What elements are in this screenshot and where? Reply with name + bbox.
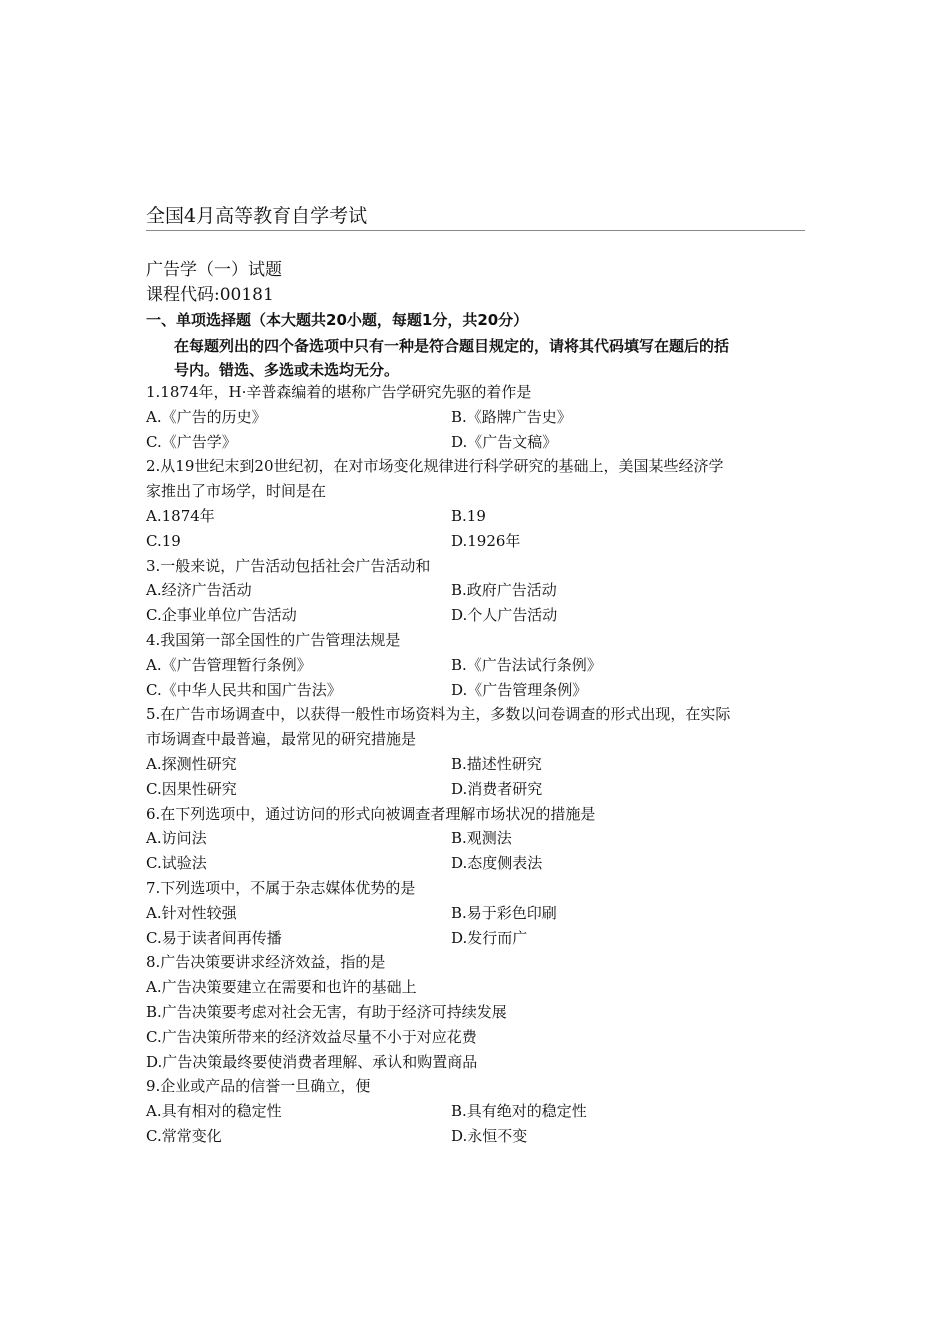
question-stem: 5.在广告市场调查中，以获得一般性市场资料为主，多数以问卷调查的形式出现，在实际 xyxy=(146,705,731,724)
instructions-line-2: 号内。错选、多选或未选均无分。 xyxy=(174,361,400,379)
option-row xyxy=(146,777,806,802)
subject-title: 广告学（一）试题 xyxy=(146,260,282,280)
instructions-line-1: 在每题列出的四个备选项中只有一种是符合题目规定的，请将其代码填写在题后的括 xyxy=(174,337,730,355)
question-stem: 3.一般来说，广告活动包括社会广告活动和 xyxy=(146,556,431,575)
question-3 xyxy=(146,554,806,628)
answer-option: A.针对性较强 xyxy=(146,903,237,922)
answer-option: D.发行而广 xyxy=(451,928,528,947)
section-instructions xyxy=(174,334,802,382)
option-row xyxy=(146,405,806,430)
answer-option: B.19 xyxy=(451,506,486,525)
answer-option: B.《广告法试行条例》 xyxy=(451,655,602,674)
answer-option: A.经济广告活动 xyxy=(146,581,252,600)
answer-option: D.个人广告活动 xyxy=(451,606,558,625)
option-row xyxy=(146,430,806,455)
answer-option: D.广告决策最终要使消费者理解、承认和购置商品 xyxy=(146,1052,478,1071)
answer-option: B.易于彩色印刷 xyxy=(451,903,557,922)
answer-option: C.常常变化 xyxy=(146,1126,222,1145)
answer-option: A.《广告的历史》 xyxy=(146,407,267,426)
question-2 xyxy=(146,454,806,553)
option-row xyxy=(146,678,806,703)
answer-option: C.19 xyxy=(146,531,181,550)
option-row xyxy=(146,826,806,851)
answer-option: A.《广告管理暂行条例》 xyxy=(146,655,312,674)
answer-option: B.广告决策要考虑对社会无害，有助于经济可持续发展 xyxy=(146,1002,507,1021)
course-code: 课程代码:00181 xyxy=(146,285,274,305)
answer-option: A.具有相对的稳定性 xyxy=(146,1102,282,1121)
answer-option: D.《广告文稿》 xyxy=(451,432,558,451)
question-stem: 1.1874年，H·辛普森编着的堪称广告学研究先驱的着作是 xyxy=(146,383,532,401)
option-row xyxy=(146,926,806,951)
answer-option: D.《广告管理条例》 xyxy=(451,680,588,699)
question-stem: 9.企业或产品的信誉一旦确立，便 xyxy=(146,1077,371,1096)
question-1 xyxy=(146,380,806,454)
question-5 xyxy=(146,702,806,801)
header-divider xyxy=(146,230,805,231)
answer-option: A.1874年 xyxy=(146,506,215,525)
answer-option: D.消费者研究 xyxy=(451,779,543,798)
answer-option: B.《路牌广告史》 xyxy=(451,407,572,426)
question-stem: 7.下列选项中，不属于杂志媒体优势的是 xyxy=(146,878,416,897)
answer-option: A.探测性研究 xyxy=(146,754,237,773)
question-stem: 家推出了市场学，时间是在 xyxy=(146,482,327,501)
option-row xyxy=(146,603,806,628)
answer-option: D.1926年 xyxy=(451,531,521,550)
question-4 xyxy=(146,628,806,702)
question-6 xyxy=(146,802,806,876)
option-row xyxy=(146,1025,806,1050)
option-row xyxy=(146,529,806,554)
answer-option: D.态度侧表法 xyxy=(451,854,543,873)
answer-option: A.广告决策要建立在需要和也许的基础上 xyxy=(146,978,417,997)
option-row xyxy=(146,975,806,1000)
option-row xyxy=(146,504,806,529)
answer-option: B.描述性研究 xyxy=(451,754,542,773)
option-row xyxy=(146,1050,806,1075)
answer-option: B.观测法 xyxy=(451,829,512,848)
option-row xyxy=(146,1099,806,1124)
question-stem: 6.在下列选项中，通过访问的形式向被调查者理解市场状况的措施是 xyxy=(146,804,596,823)
question-7 xyxy=(146,876,806,950)
answer-option: B.政府广告活动 xyxy=(451,581,557,600)
option-row xyxy=(146,653,806,678)
answer-option: C.《中华人民共和国广告法》 xyxy=(146,680,342,699)
answer-option: A.访问法 xyxy=(146,829,207,848)
question-list xyxy=(146,380,806,1149)
answer-option: C.易于读者间再传播 xyxy=(146,928,282,947)
option-row xyxy=(146,901,806,926)
option-row xyxy=(146,1124,806,1149)
section-heading: 一、单项选择题（本大题共20小题，每题1分，共20分） xyxy=(146,311,529,329)
answer-option: C.企事业单位广告活动 xyxy=(146,606,297,625)
option-row xyxy=(146,752,806,777)
option-row xyxy=(146,851,806,876)
option-row xyxy=(146,1000,806,1025)
question-stem: 2.从19世纪末到20世纪初，在对市场变化规律进行科学研究的基础上，美国某些经济学 xyxy=(146,457,724,476)
question-stem: 市场调查中最普遍，最常见的研究措施是 xyxy=(146,730,417,749)
question-stem: 4.我国第一部全国性的广告管理法规是 xyxy=(146,630,401,649)
option-row xyxy=(146,578,806,603)
question-9 xyxy=(146,1074,806,1148)
answer-option: C.试验法 xyxy=(146,854,207,873)
answer-option: C.《广告学》 xyxy=(146,432,237,451)
answer-option: B.具有绝对的稳定性 xyxy=(451,1102,587,1121)
answer-option: C.广告决策所带来的经济效益尽量不小于对应花费 xyxy=(146,1027,477,1046)
answer-option: C.因果性研究 xyxy=(146,779,237,798)
question-8 xyxy=(146,950,806,1074)
question-stem: 8.广告决策要讲求经济效益，指的是 xyxy=(146,953,386,972)
answer-option: D.永恒不变 xyxy=(451,1126,528,1145)
exam-header-title: 全国4月高等教育自学考试 xyxy=(146,205,368,227)
